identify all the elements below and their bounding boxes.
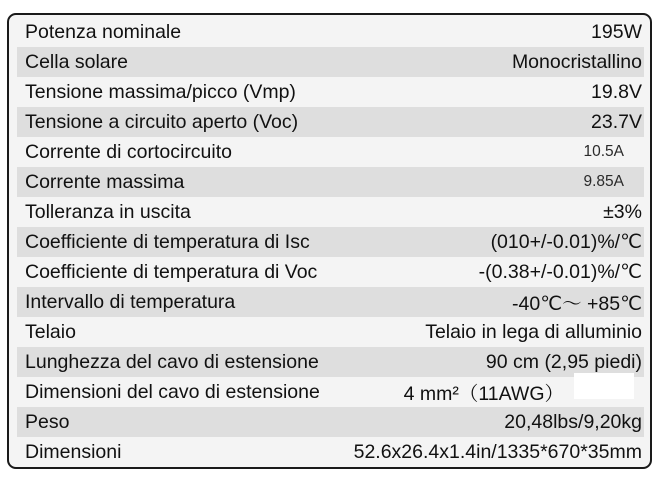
spec-value: 52.6x26.4x1.4in/1335*670*35mm: [353, 440, 642, 463]
spec-value: 23.7V: [591, 110, 642, 133]
spec-row-telaio: [17, 317, 644, 347]
spec-label: Dimensioni del cavo di estensione: [25, 380, 320, 403]
spec-value: -(0.38+/-0.01)%/℃: [478, 261, 642, 283]
spec-value: Telaio in lega di alluminio: [425, 320, 642, 343]
spec-label: Coefficiente di temperatura di Voc: [25, 260, 318, 283]
spec-row-potenza: [17, 17, 644, 47]
spec-row-dimensioni: [17, 437, 644, 467]
spec-row-cella: [17, 47, 644, 77]
spec-row-imp: [17, 167, 644, 197]
spec-table-frame: [7, 13, 652, 469]
spec-value: 10.5A: [583, 143, 624, 160]
spec-row-voc: [17, 107, 644, 137]
spec-row-peso: [17, 407, 644, 437]
spec-label: Cella solare: [25, 50, 128, 73]
spec-row-dimensioni-cavo: [17, 377, 644, 407]
spec-value: 4 mm²（11AWG）: [403, 383, 564, 405]
spec-row-lunghezza-cavo: [17, 347, 644, 377]
spec-label: Intervallo di temperatura: [25, 290, 236, 313]
spec-label: Tolleranza in uscita: [25, 200, 191, 223]
spec-value: ±3%: [603, 200, 642, 223]
spec-row-isc: [17, 137, 644, 167]
spec-value: 9.85A: [583, 173, 624, 190]
spec-label: Potenza nominale: [25, 20, 182, 43]
spec-label: Corrente massima: [25, 170, 185, 193]
spec-row-vmp: [17, 77, 644, 107]
spec-row-tolleranza: [17, 197, 644, 227]
spec-label: Dimensioni: [25, 440, 122, 463]
spec-label: Corrente di cortocircuito: [25, 140, 232, 163]
spec-label: Tensione a circuito aperto (Voc): [25, 110, 299, 133]
spec-row-coeff-voc: [17, 257, 644, 287]
spec-value: (010+/-0.01)%/℃: [490, 231, 642, 253]
spec-label: Lunghezza del cavo di estensione: [25, 350, 319, 373]
spec-label: Telaio: [25, 320, 76, 343]
spec-value: 19.8V: [591, 80, 642, 103]
spec-row-coeff-isc: [17, 227, 644, 257]
spec-value: 195W: [591, 20, 642, 43]
blank-patch: [574, 373, 634, 399]
spec-table: [17, 17, 644, 467]
spec-value: Monocristallino: [511, 50, 642, 73]
spec-value: 90 cm (2,95 piedi): [485, 350, 642, 373]
spec-label: Peso: [25, 410, 70, 433]
spec-row-temperatura: [17, 287, 644, 317]
spec-label: Tensione massima/picco (Vmp): [25, 80, 296, 103]
spec-value: 20,48lbs/9,20kg: [504, 410, 642, 433]
spec-label: Coefficiente di temperatura di Isc: [25, 230, 310, 253]
spec-value: -40℃～ +85℃: [512, 293, 642, 315]
